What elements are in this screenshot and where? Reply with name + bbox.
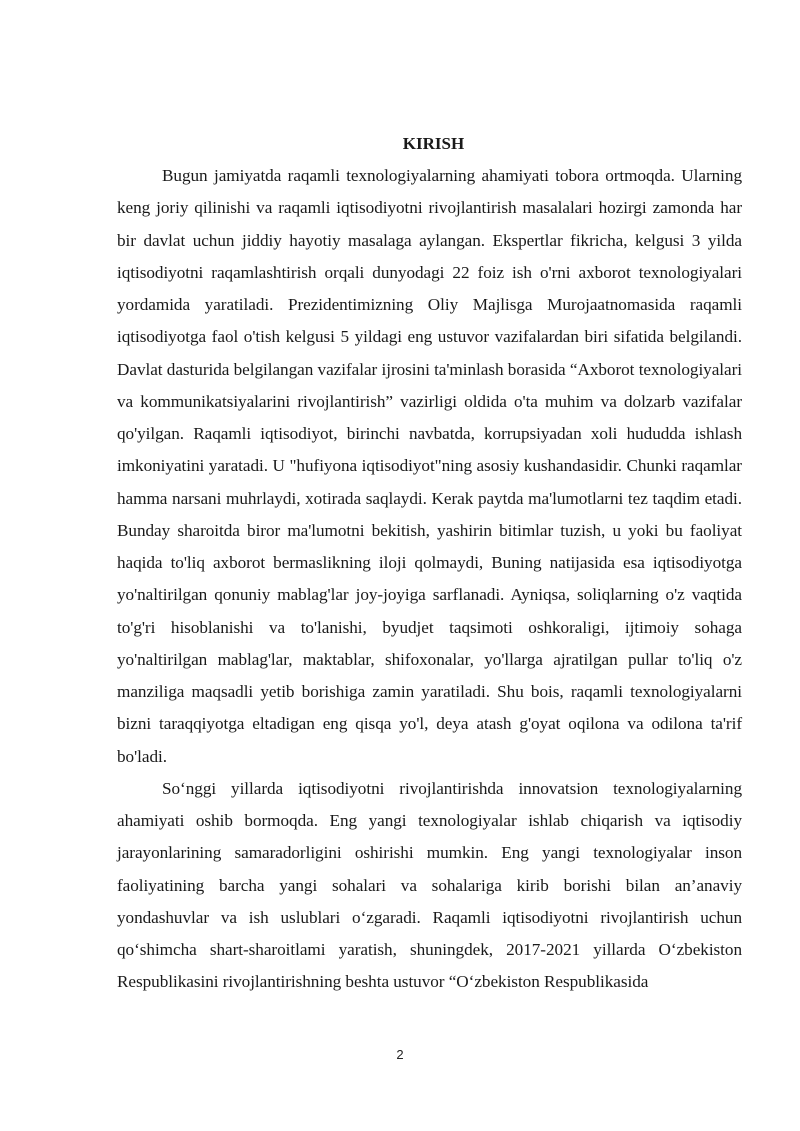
- paragraph: So‘nggi yillarda iqtisodiyotni rivojlantirishda innovatsion texnologiyalarning ahamiyati oshib bormoqda. Eng yangi texnologiyalar ishlab chiqarish va iqtisodiy jarayonlarining samaradorligini oshirishi mumkin. Eng yangi texnologiyalar inson faoliyatining barcha yangi sohalari va sohalariga kirib borishi bilan an’anaviy yondashuvlar va ish uslublari o‘zgaradi. Raqamli iqtisodiyotni rivojlantirish uchun qo‘shimcha shart-sharoitlami yaratish, shuningdek, 2017-2021 yillarda O‘zbekiston Respublikasini rivojlantirishning beshta ustuvor “O‘zbekiston Respublikasida: [117, 778, 742, 992]
- section-title: KIRISH: [402, 134, 465, 153]
- paragraph: Bugun jamiyatda raqamli texnologiyalarning ahamiyati tobora ortmoqda. Ularning keng joriy qilinishi va raqamli iqtisodiyotni rivojlantirish masalalari hozirgi zamonda har bir davlat uchun jiddiy hayotiy masalaga aylangan. Ekspertlar fikricha, kelgusi 3 yilda iqtisodiyotni raqamlashtirish orqali dunyodagi 22 foiz ish o'rni axborot texnologiyalari yordamida yaratiladi. Prezidentimizning Oliy Majlisga Murojaatnomasida raqamli iqtisodiyotga faol o'tish kelgusi 5 yildagi eng ustuvor vazifalardan biri sifatida belgilandi. Davlat dasturida belgilangan vazifalar ijrosini ta'minlash borasida “Axborot texnologiyalari va kommunikatsiyalarini rivojlantirish” vazirligi oldida o'ta muhim va dolzarb vazifalar qo'yilgan. Raqamli iqtisodiyot, birinchi navbatda, korrupsiyadan xoli hududda ishlash imkoniyatini yaratadi. U "hufiyona iqtisodiyot"ning asosiy kushandasidir. Chunki raqamlar hamma narsani muhrlaydi, xotirada saqlaydi. Kerak paytda ma'lumotlarni tez taqdim etadi. Bunday sharoitda biror ma'lumotni bekitish, yashirin bitimlar tuzish, u yoki bu faoliyat haqida to'liq axborot bermaslikning iloji qolmaydi, Buning natijasida esa iqtisodiyotga yo'naltirilgan qonuniy mablag'lar joy-joyiga sarflanadi. Ayniqsa, soliqlarning o'z vaqtida to'g'ri hisoblanishi va to'lanishi, byudjet taqsimoti oshkoraligi, ijtimoiy sohaga yo'naltirilgan mablag'lar, maktablar, shifoxonalar, yo'llarga ajratilgan pullar to'liq o'z manziliga maqsadli yetib borishiga zamin yaratiladi. Shu bois, raqamli texnologiyalarni bizni taraqqiyotga eltadigan eng qisqa yo'l, deya atash g'oyat oqilona va odilona ta'rif bo'ladi.: [117, 166, 742, 766]
- page-number: 2: [396, 1047, 404, 1062]
- document-page: [117, 127, 742, 999]
